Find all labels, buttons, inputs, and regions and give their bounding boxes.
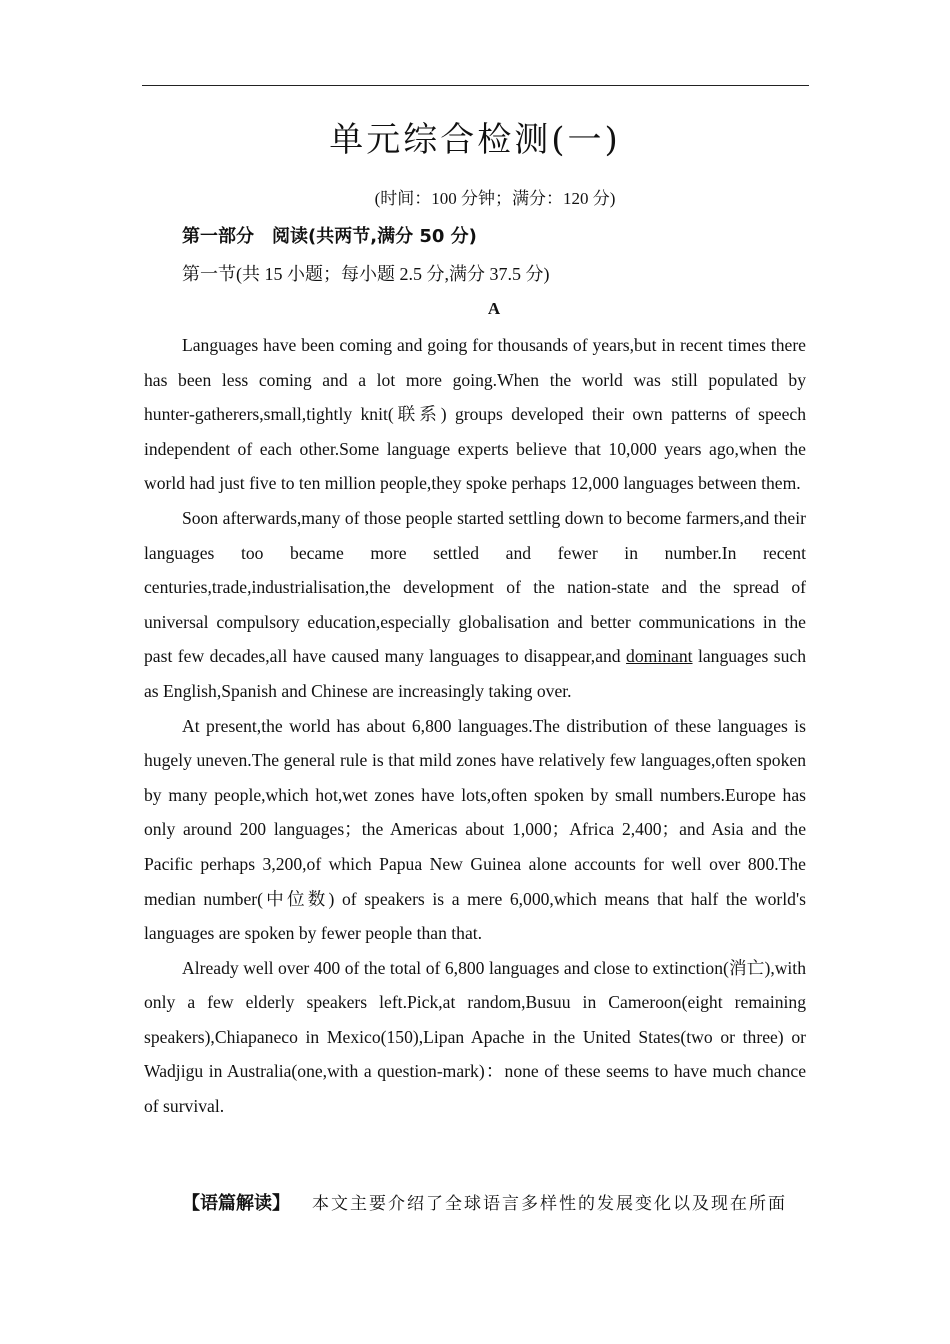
passage-text [144,328,806,1124]
underlined-word: dominant [626,646,693,667]
paragraph-1: Languages have been coming and going for thousands of years,but in recent times there has been less coming and a lot more going.When the world was still populated by hunter‑gatherers,small,tightly knit(联系) groups developed their own patterns of speech independent of each other.Some language experts believe that 10,000 years ago,when the world had just five to ten million people,they spoke perhaps 12,000 languages between them. [144,335,806,494]
exam-meta: (时间：100 分钟；满分：120 分) [374,189,616,208]
section-heading-part: 第一部分 [182,226,254,247]
discourse-analysis [182,1189,822,1215]
section-heading [182,222,477,248]
paragraph-3: At present,the world has about 6,800 languages.The distribution of these languages is hugely uneven.The general rule is that mild zones have relatively few languages,often spoken by many people,which hot,wet zones have lots,often spoken by small numbers.Europe has only around 200 languages；the Americas about 1,000；Africa 2,400；and Asia and the Pacific perhaps 3,200,of which Papua New Guinea alone accounts for well over 800.The median number(中位数) of speakers is a mere 6,000,which means that half the world's languages are spoken by fewer people than that. [144,715,806,944]
page-title: 单元综合检测(一) [329,120,621,160]
subsection-heading: 第一节(共 15 小题；每小题 2.5 分,满分 37.5 分) [182,264,550,284]
paragraph-2-part-b: languages such as English,Spanish and Chinese are increasingly taking over. [144,646,806,701]
passage-label: A [487,299,501,318]
header-rule [142,85,809,86]
paragraph-2 [144,501,806,709]
analysis-label: 【语篇解读】 [182,1193,290,1214]
section-heading-detail: 阅读(共两节,满分 50 分) [272,226,477,247]
analysis-text: 本文主要介绍了全球语言多样性的发展变化以及现在所面 [312,1194,787,1214]
paragraph-4: Already well over 400 of the total of 6,800 languages and close to extinction(消亡),with only a few elderly speakers left.Pick,at random,Busuu in Cameroon(eight remaining speakers),Chiapaneco in Mexico(150),Lipan Apache in the United States(two or three) or Wadjigu in Australia(one,with a question‑mark)：none of these seems to have much chance of survival. [144,957,806,1117]
paragraph-2-part-a: Soon afterwards,many of those people started settling down to become farmers,and their languages too became more settled and fewer in number.In recent centuries,trade,industrialisation,the development of the nation‑state and the spread of universal compulsory education,especially globalisation and better communications in the past few decades,all have caused many languages to disappear,and [144,507,806,667]
